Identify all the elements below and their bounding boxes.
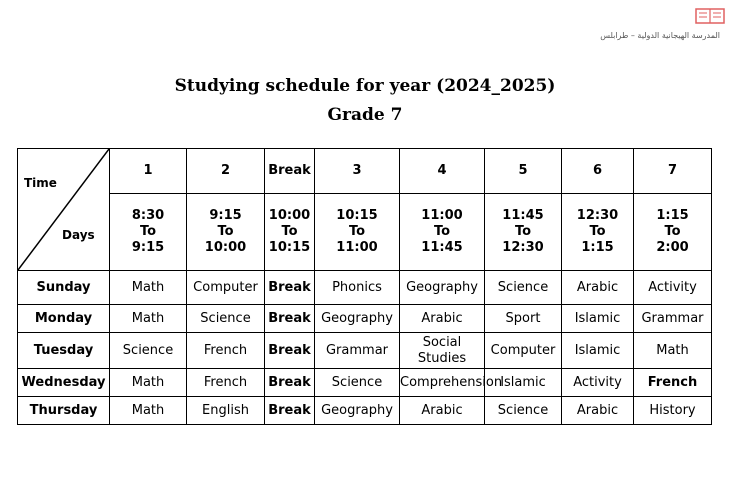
- time-row: [18, 194, 712, 271]
- period-header: Break: [265, 149, 315, 194]
- subject-cell: Math: [110, 271, 187, 305]
- subject-cell: Science: [110, 333, 187, 369]
- table-row: [18, 305, 712, 333]
- day-cell: Wednesday: [18, 369, 110, 397]
- table-row: [18, 369, 712, 397]
- subject-cell: History: [634, 397, 712, 425]
- subject-cell: Arabic: [400, 397, 485, 425]
- subject-cell: Islamic: [562, 305, 634, 333]
- subject-cell: Sport: [485, 305, 562, 333]
- break-cell: Break: [265, 271, 315, 305]
- subject-cell: Arabic: [400, 305, 485, 333]
- subject-cell: Geography: [400, 271, 485, 305]
- time-cell: 10:00 To 10:15: [265, 194, 315, 271]
- day-cell: Sunday: [18, 271, 110, 305]
- day-cell: Tuesday: [18, 333, 110, 369]
- day-cell: Monday: [18, 305, 110, 333]
- corner-cell: [18, 149, 110, 271]
- time-cell: 1:15 To 2:00: [634, 194, 712, 271]
- time-cell: 11:00 To 11:45: [400, 194, 485, 271]
- subject-cell: Phonics: [315, 271, 400, 305]
- school-name: المدرسة الهيجانية الدولية – طرابلس: [600, 31, 720, 40]
- subject-cell: Islamic: [485, 369, 562, 397]
- page-title: Studying schedule for year (2024_2025): [174, 76, 556, 96]
- period-row: [18, 149, 712, 194]
- school-logo: [601, 8, 725, 42]
- subject-cell: Arabic: [562, 397, 634, 425]
- period-header: 3: [315, 149, 400, 194]
- subject-cell: Grammar: [315, 333, 400, 369]
- period-header: 6: [562, 149, 634, 194]
- subject-cell: Activity: [634, 271, 712, 305]
- break-cell: Break: [265, 305, 315, 333]
- period-header: 2: [187, 149, 265, 194]
- subject-cell: Geography: [315, 305, 400, 333]
- schedule-table: [17, 148, 712, 425]
- subject-cell: Social Studies: [400, 333, 485, 369]
- days-label: Days: [62, 228, 95, 242]
- period-header: 7: [634, 149, 712, 194]
- table-row: [18, 271, 712, 305]
- subject-cell: Comprehension: [400, 369, 485, 397]
- subject-cell: French: [634, 369, 712, 397]
- break-cell: Break: [265, 333, 315, 369]
- subject-cell: Islamic: [562, 333, 634, 369]
- subject-cell: French: [187, 333, 265, 369]
- diagonal-line: [18, 149, 109, 270]
- break-cell: Break: [265, 397, 315, 425]
- time-cell: 9:15 To 10:00: [187, 194, 265, 271]
- period-header: 5: [485, 149, 562, 194]
- table-row: [18, 397, 712, 425]
- subject-cell: English: [187, 397, 265, 425]
- subject-cell: Computer: [187, 271, 265, 305]
- subject-cell: Math: [110, 397, 187, 425]
- table-row: [18, 333, 712, 369]
- subject-cell: Science: [187, 305, 265, 333]
- day-cell: Thursday: [18, 397, 110, 425]
- subject-cell: Activity: [562, 369, 634, 397]
- subject-cell: Math: [110, 369, 187, 397]
- subject-cell: Grammar: [634, 305, 712, 333]
- subject-cell: French: [187, 369, 265, 397]
- period-header: 4: [400, 149, 485, 194]
- book-icon: [695, 8, 725, 28]
- grade-title: Grade 7: [327, 105, 403, 125]
- subject-cell: Math: [110, 305, 187, 333]
- subject-cell: Math: [634, 333, 712, 369]
- subject-cell: Science: [315, 369, 400, 397]
- subject-cell: Science: [485, 397, 562, 425]
- time-cell: 12:30 To 1:15: [562, 194, 634, 271]
- time-label: Time: [24, 176, 57, 190]
- subject-cell: Geography: [315, 397, 400, 425]
- period-header: 1: [110, 149, 187, 194]
- time-cell: 10:15 To 11:00: [315, 194, 400, 271]
- time-cell: 11:45 To 12:30: [485, 194, 562, 271]
- subject-cell: Computer: [485, 333, 562, 369]
- break-cell: Break: [265, 369, 315, 397]
- subject-cell: Science: [485, 271, 562, 305]
- time-cell: 8:30 To 9:15: [110, 194, 187, 271]
- subject-cell: Arabic: [562, 271, 634, 305]
